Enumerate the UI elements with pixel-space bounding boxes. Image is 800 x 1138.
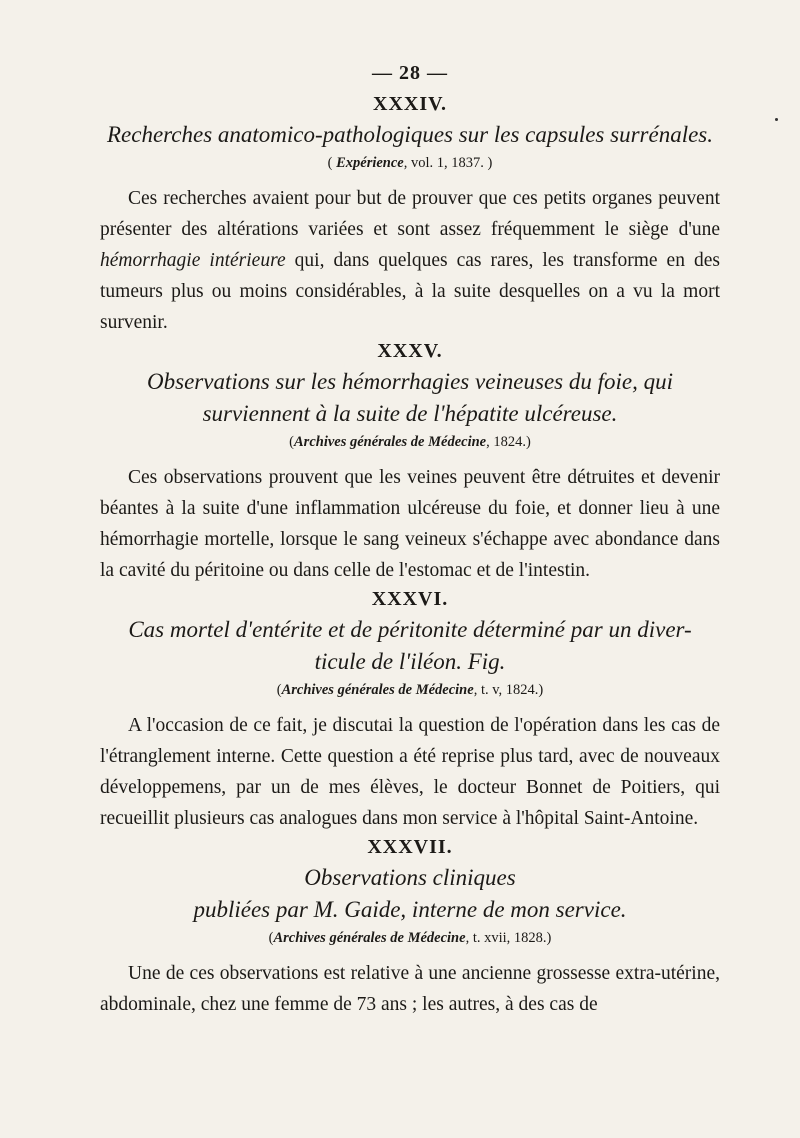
page-number: — 28 — xyxy=(372,62,448,84)
source-open: ( xyxy=(276,682,282,698)
source-details: , t. xvii, 1828.) xyxy=(465,930,552,946)
source-open: ( xyxy=(289,434,295,450)
paragraph-text: Ces recherches avaient pour but de prouver que ces petits organes peuvent présenter des altérations variées et sont assez fréquemment le siège d'une xyxy=(100,188,720,240)
document-page xyxy=(100,58,720,1020)
section-paragraph: Ces observations prouvent que les veines peuvent être détruites et devenir béantes à la suite d'une inflammation ulcéreuse du foie, et donner lieu à une hémorrhagie mortelle, lorsque le sang veineux s'échappe avec abondance dans la cavité du péritoine ou dans celle de l'estomac et de l'intestin. xyxy=(100,467,720,581)
section-paragraph: Une de ces observations est relative à une ancienne grossesse extra-utérine, abdominale, chez une femme de 73 ans ; les autres, à des cas de xyxy=(100,963,720,1015)
section-title xyxy=(100,119,720,151)
paragraph-text: qui, dans quelques cas rares, les transforme en des tumeurs plus ou moins considérables, à la suite desquelles on a vu la mort survenir. xyxy=(100,250,720,333)
section-number: XXXV. xyxy=(377,340,443,362)
section-title-line: Recherches anatomico-pathologiques sur les capsules surrénales. xyxy=(107,122,713,147)
section-source xyxy=(100,926,720,950)
source-details: , t. v, 1824.) xyxy=(473,682,544,698)
section-paragraph: A l'occasion de ce fait, je discutai la question de l'opération dans les cas de l'étranglement interne. Cette question a été reprise plus tard, avec de nouveaux développemens, par un de mes élèves, le docteur Bonnet de Poitiers, qui recueillit plusieurs cas analogues dans mon service à l'hôpital Saint-Antoine. xyxy=(100,715,720,829)
section-xxxvii xyxy=(100,834,720,1020)
section-source xyxy=(100,678,720,702)
section-title-line: Cas mortel d'entérite et de péritonite déterminé par un diver- xyxy=(128,617,692,642)
section-source xyxy=(100,151,720,175)
section-number: XXXVI. xyxy=(371,588,449,610)
section-title-line: Observations sur les hémorrhagies veineuses du foie, qui xyxy=(147,369,673,394)
section-xxxvi xyxy=(100,586,720,834)
section-title-line: Observations cliniques xyxy=(304,865,516,890)
section-title-line: surviennent à la suite de l'hépatite ulcéreuse. xyxy=(202,401,618,426)
source-open: ( xyxy=(268,930,274,946)
section-source xyxy=(100,430,720,454)
source-journal: Archives générales de Médecine xyxy=(281,682,474,698)
section-title xyxy=(100,614,720,678)
source-journal: Archives générales de Médecine xyxy=(273,930,466,946)
section-paragraph xyxy=(100,183,720,338)
section-title xyxy=(100,366,720,430)
source-details: , 1824.) xyxy=(486,434,531,450)
section-title xyxy=(100,862,720,926)
section-title-line: ticule de l'iléon. Fig. xyxy=(314,649,506,674)
section-title-line: publiées par M. Gaide, interne de mon service. xyxy=(193,897,627,922)
section-xxxv xyxy=(100,338,720,586)
source-journal: Expérience xyxy=(336,155,404,171)
section-xxxiv xyxy=(100,91,720,338)
section-number: XXXVII. xyxy=(367,836,453,858)
source-details: , vol. 1, 1837. ) xyxy=(403,155,493,171)
section-number: XXXIV. xyxy=(373,93,447,115)
paragraph-emphasis: hémorrhagie intérieure xyxy=(100,250,286,271)
source-open: ( xyxy=(327,155,337,171)
ink-dot xyxy=(775,118,778,121)
source-journal: Archives générales de Médecine xyxy=(294,434,487,450)
